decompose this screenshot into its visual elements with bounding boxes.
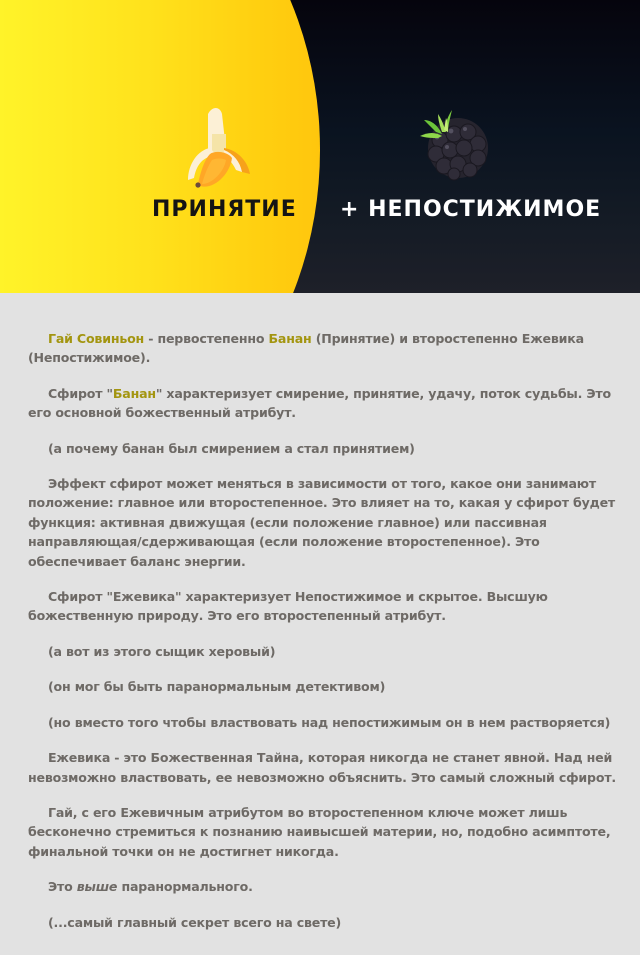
paragraph-aside-3: (он мог бы быть паранормальным детективом) — [48, 679, 386, 695]
paragraph-above-paranormal — [28, 877, 618, 896]
paragraph-blackberry-sephira: Сфирот "Ежевика" характеризует Непостижимое и скрытое. Высшую божественную природу. Это его второстепенный атрибут. — [28, 589, 548, 624]
paragraph-aside-1: (а почему банан был смирением а стал принятием) — [48, 440, 415, 456]
paragraph-aside-2: (а вот из этого сыщик херовый) — [48, 643, 276, 659]
paragraph-effect: Эффект сфирот может меняться в зависимости от того, какое они занимают положение: главное или второстепенное. Это влияет на то, какая у сфирот будет функция: активная движущая (если положение главное) или пассивная направляющая/сдерживающая (если положение второстепенное). Это обеспечивает баланс энергии. — [28, 476, 616, 569]
highlight-banana: Банан — [268, 331, 312, 346]
text-fragment: - первостепенно — [144, 331, 269, 346]
emphasis-text: выше — [76, 879, 118, 895]
header-banner — [0, 0, 640, 293]
paragraph-final-secret: (...самый главный секрет всего на свете) — [48, 914, 342, 930]
banana-icon — [172, 104, 260, 194]
highlight-banana: Банан — [112, 385, 156, 401]
article-body — [0, 293, 640, 955]
paragraph-asymptote: Гай, с его Ежевичным атрибутом во второстепенном ключе может лишь бесконечно стремиться к познанию наивысшей материи, но, подобно асимптоте, финальной точки он не достигнет никогда. — [28, 804, 611, 859]
blackberry-icon — [418, 108, 494, 182]
text-fragment: паранормального. — [117, 879, 253, 895]
paragraph-banana-sephira — [28, 384, 618, 423]
text-fragment: Это — [48, 879, 77, 895]
text-fragment: (Принятие) и второстепенно Ежевика (Непостижимое). — [28, 331, 584, 366]
character-name: Гай Совиньон — [48, 331, 145, 346]
paragraph-aside-4: (но вместо того чтобы властвовать над непостижимым он в нем растворяется) — [48, 714, 611, 730]
text-fragment: Сфирот " — [48, 385, 113, 401]
text-fragment: " характеризует смирение, принятие, удачу, поток судьбы. Это его основной божественный атрибут. — [28, 385, 611, 421]
primary-attribute-label: ПРИНЯТИЕ — [152, 197, 297, 222]
paragraph-intro — [28, 329, 618, 368]
paragraph-divine-mystery: Ежевика - это Божественная Тайна, которая никогда не станет явной. Над ней невозможно властвовать, ее невозможно объяснить. Это самый сложный сфирот. — [28, 750, 616, 785]
sun-shape — [0, 0, 320, 293]
secondary-attribute-label: + НЕПОСТИЖИМОЕ — [340, 197, 602, 222]
